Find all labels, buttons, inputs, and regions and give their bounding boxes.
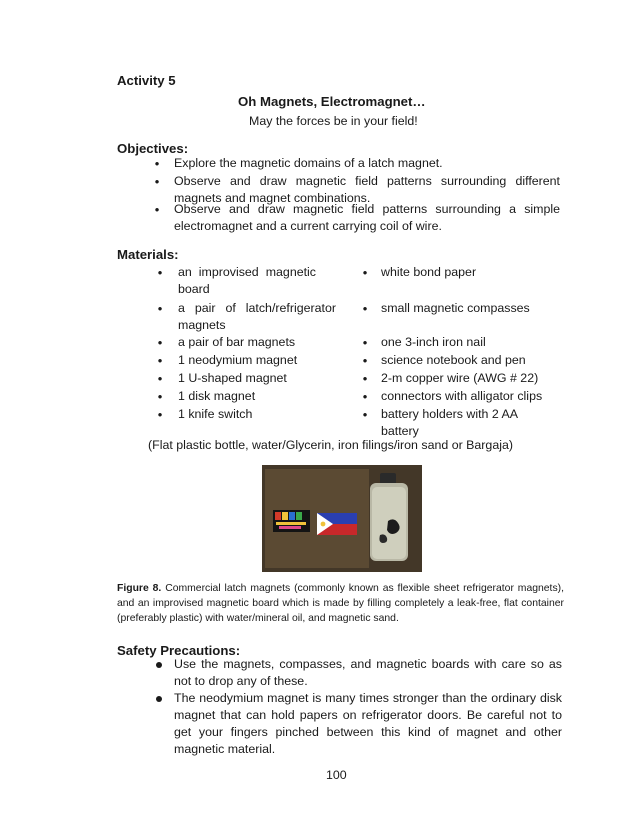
bullet-icon: [156, 696, 162, 702]
bullet-icon: •: [362, 265, 368, 280]
material-item: 1 neodymium magnet: [178, 353, 298, 367]
objective-item: Explore the magnetic domains of a latch magnet.: [174, 156, 443, 170]
magnets-photo-illustration: [262, 465, 422, 572]
material-item: 1 knife switch: [178, 407, 253, 421]
material-item: battery holders with 2 AA battery: [381, 407, 518, 438]
activity-label: Activity 5: [117, 73, 176, 88]
material-item: a pair of bar magnets: [178, 335, 296, 349]
material-item: a pair of latch/refrigerator magnets: [178, 301, 336, 332]
material-item: connectors with alligator clips: [381, 389, 543, 403]
material-item: an improvised magnetic board: [178, 265, 316, 296]
bullet-icon: •: [157, 407, 163, 422]
activity-subtitle: May the forces be in your field!: [249, 114, 418, 128]
material-item: white bond paper: [381, 265, 477, 279]
latch-magnet-icon: [273, 510, 310, 532]
bullet-icon: •: [362, 389, 368, 404]
objective-item: Observe and draw magnetic field patterns surrounding a simple electromagnet and a current carrying coil of wire.: [174, 202, 560, 233]
activity-title: Oh Magnets, Electromagnet…: [238, 94, 426, 109]
objectives-heading: Objectives:: [117, 141, 189, 156]
figure-caption: [117, 581, 564, 626]
material-item: one 3-inch iron nail: [381, 335, 486, 349]
flag-magnet-icon: [317, 513, 357, 535]
material-item: 1 disk magnet: [178, 389, 256, 403]
bullet-icon: •: [154, 202, 160, 217]
safety-item: Use the magnets, compasses, and magnetic boards with care so as not to drop any of these.: [174, 657, 562, 688]
bullet-icon: •: [154, 156, 160, 171]
figure-photo: [262, 465, 422, 572]
bullet-icon: •: [157, 301, 163, 316]
figure-label: Figure 8.: [117, 583, 162, 594]
bullet-icon: •: [362, 353, 368, 368]
bullet-icon: •: [362, 407, 368, 422]
bullet-icon: •: [362, 301, 368, 316]
materials-note: (Flat plastic bottle, water/Glycerin, iron filings/iron sand or Bargaja): [148, 438, 513, 452]
material-item: small magnetic compasses: [381, 301, 530, 315]
bullet-icon: •: [157, 353, 163, 368]
safety-heading: Safety Precautions:: [117, 643, 241, 658]
bullet-icon: •: [157, 371, 163, 386]
bullet-icon: •: [154, 174, 160, 189]
material-item: 1 U-shaped magnet: [178, 371, 287, 385]
figure-caption-text: Commercial latch magnets (commonly known as flexible sheet refrigerator magnets), and an improvised magnetic board which is made by filling completely a leak-free, flat container (preferably plastic) with water/mineral oil, and magnetic sand.: [117, 583, 564, 624]
bullet-icon: •: [362, 335, 368, 350]
bullet-icon: •: [157, 389, 163, 404]
safety-item: The neodymium magnet is many times stronger than the ordinary disk magnet that can hold papers on refrigerator doors. Be careful not to get your fingers pinched between this kind of magnet and other magnetic material.: [174, 691, 562, 756]
objective-item: Observe and draw magnetic field patterns surrounding different magnets and magnet combinations.: [174, 174, 560, 205]
material-item: science notebook and pen: [381, 353, 526, 367]
material-item: 2-m copper wire (AWG # 22): [381, 371, 539, 385]
materials-heading: Materials:: [117, 247, 179, 262]
bullet-icon: •: [362, 371, 368, 386]
page-number: 100: [326, 768, 347, 782]
bullet-icon: •: [157, 265, 163, 280]
bullet-icon: [156, 662, 162, 668]
magnetic-board-bottle-icon: [370, 473, 408, 561]
bullet-icon: •: [157, 335, 163, 350]
